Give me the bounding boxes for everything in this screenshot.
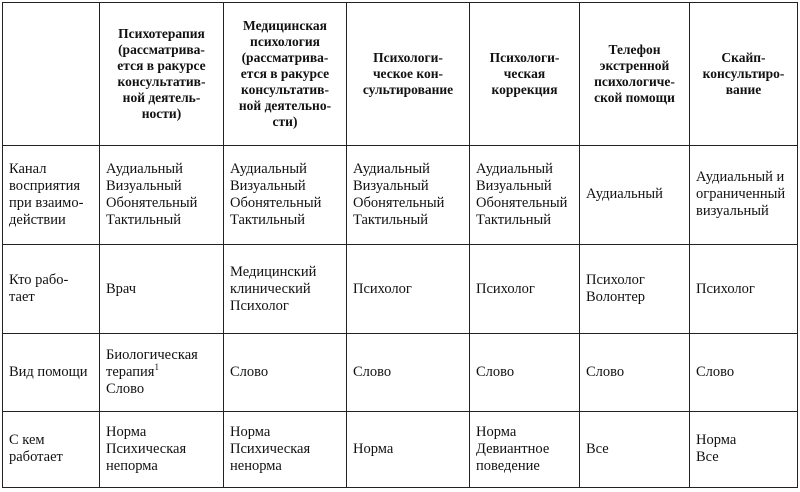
table-cell: Психолог [470,244,580,333]
header-cell-medical-psychology: Медицинская психология (рассматрива- ется в ракурсе консультатив- ной деятельно- сти) [224,3,347,146]
table-cell: Слово [470,334,580,411]
table-cell: Медицинский клинический Психолог [224,244,347,333]
table-cell: Аудиальный Визуальный Обонятельный Тактильный [470,145,580,244]
row-label: Вид помощи [3,334,100,411]
table-cell [100,334,224,411]
row-label: С кем работает [3,411,100,487]
footnote-marker: 1 [154,362,159,373]
table-row [3,244,798,333]
table-row [3,411,798,487]
table-cell: Норма [347,411,470,487]
header-cell-hotline: Телефон экстренной психологиче- ской помощи [580,3,690,146]
table-cell: Аудиальный и ограниченный визуальный [690,145,798,244]
table-cell: Слово [347,334,470,411]
header-cell-skype: Скайп- консультиро- вание [690,3,798,146]
cell-text: Биологическая терапия [106,347,198,380]
table-cell: Аудиальный Визуальный Обонятельный Тактильный [224,145,347,244]
table-cell: Слово [690,334,798,411]
table-cell: Норма Все [690,411,798,487]
table-cell: Аудиальный [580,145,690,244]
header-row [3,3,798,146]
table-cell: Психолог Волонтер [580,244,690,333]
table-cell: Аудиальный Визуальный Обонятельный Тактильный [347,145,470,244]
table-cell: Слово [224,334,347,411]
table-cell: Все [580,411,690,487]
row-label: Канал восприятия при взаимо- действии [3,145,100,244]
table-cell: Психолог [347,244,470,333]
table-cell: Норма Девиантное поведение [470,411,580,487]
table-cell: Аудиальный Визуальный Обонятельный Тактильный [100,145,224,244]
header-cell-corner [3,3,100,146]
comparison-table [2,2,798,488]
table-cell: Врач [100,244,224,333]
table-cell: Слово [580,334,690,411]
header-cell-psychotherapy: Психотерапия (рассматрива- ется в ракурсе консультатив- ной деятель- ности) [100,3,224,146]
table-cell: Норма Психическая ненорма [224,411,347,487]
row-label: Кто рабо- тает [3,244,100,333]
header-cell-psych-correction: Психологи- ческая коррекция [470,3,580,146]
header-cell-psych-counseling: Психологи- ческое кон- сультирование [347,3,470,146]
table-cell: Норма Психическая непорма [100,411,224,487]
table-row [3,334,798,411]
table-row [3,145,798,244]
cell-text-tail: Слово [106,381,145,397]
table-cell: Психолог [690,244,798,333]
